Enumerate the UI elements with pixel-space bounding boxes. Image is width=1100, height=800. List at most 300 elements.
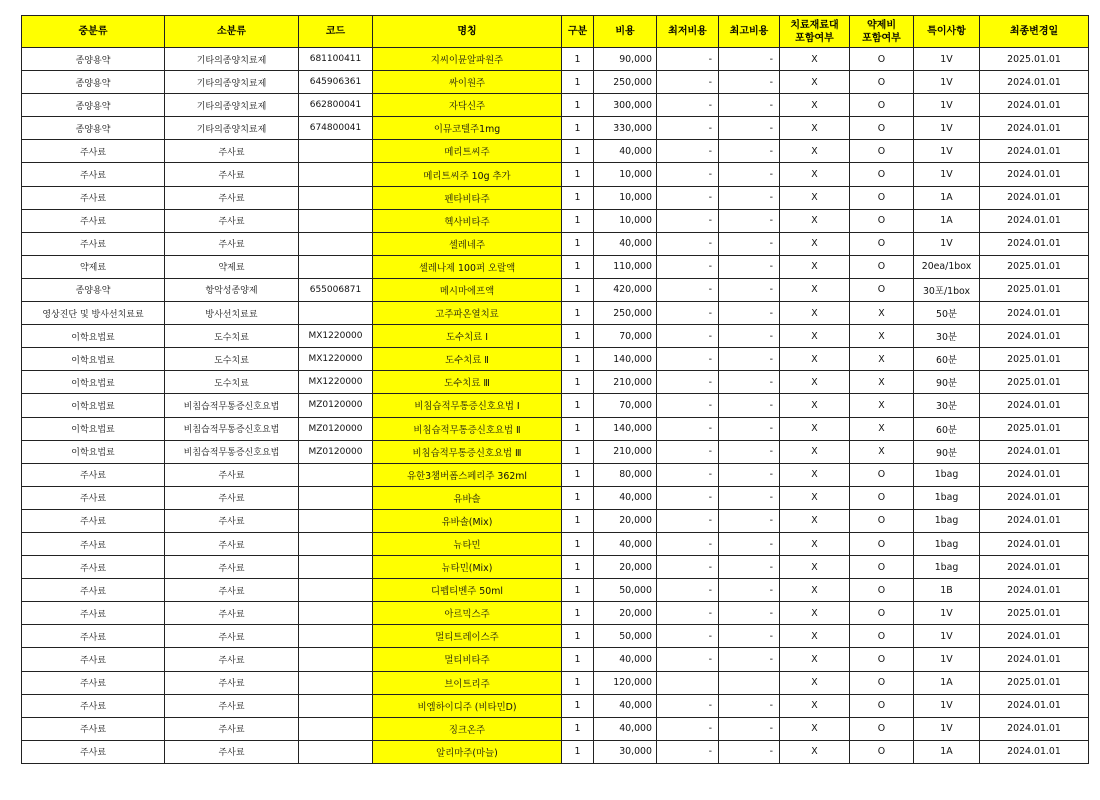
cell-type: 1 — [562, 694, 594, 717]
cell-material-included: X — [780, 717, 850, 740]
cell-type: 1 — [562, 740, 594, 763]
cell-name: 징크온주 — [373, 717, 562, 740]
cell-type: 1 — [562, 509, 594, 532]
header-min-cost: 최저비용 — [657, 16, 719, 48]
cell-remarks: 1V — [914, 71, 980, 94]
cell-max-cost: - — [719, 348, 780, 371]
cell-cost: 40,000 — [594, 140, 657, 163]
cell-cost: 210,000 — [594, 440, 657, 463]
cell-cost: 50,000 — [594, 579, 657, 602]
cell-sub-category: 주사료 — [165, 625, 299, 648]
cell-name: 메리트씨주 10g 추가 — [373, 163, 562, 186]
cell-cost: 40,000 — [594, 486, 657, 509]
cell-last-modified: 2024.01.01 — [980, 579, 1089, 602]
cell-mid-category: 주사료 — [22, 532, 165, 555]
cell-sub-category: 주사료 — [165, 671, 299, 694]
table-row — [22, 717, 1089, 740]
cell-name: 알리마주(마늘) — [373, 740, 562, 763]
cell-remarks: 1V — [914, 140, 980, 163]
cell-max-cost: - — [719, 417, 780, 440]
cell-code: 645906361 — [299, 71, 373, 94]
cell-last-modified: 2024.01.01 — [980, 625, 1089, 648]
cell-code: 655006871 — [299, 278, 373, 301]
cell-drug-included: O — [850, 71, 914, 94]
cell-min-cost: - — [657, 394, 719, 417]
cell-last-modified: 2024.01.01 — [980, 440, 1089, 463]
cell-remarks: 1V — [914, 48, 980, 71]
cell-code: MZ0120000 — [299, 417, 373, 440]
cell-code: 681100411 — [299, 48, 373, 71]
cell-code — [299, 486, 373, 509]
cell-remarks: 50분 — [914, 302, 980, 325]
cell-mid-category: 주사료 — [22, 717, 165, 740]
fee-table-container — [21, 15, 1089, 764]
cell-remarks: 1V — [914, 117, 980, 140]
cell-mid-category: 주사료 — [22, 232, 165, 255]
cell-mid-category: 주사료 — [22, 209, 165, 232]
cell-last-modified: 2024.01.01 — [980, 486, 1089, 509]
cell-name: 싸이원주 — [373, 71, 562, 94]
cell-type: 1 — [562, 486, 594, 509]
cell-last-modified: 2024.01.01 — [980, 532, 1089, 555]
cell-name: 셀레나제 100퍼 오랄액 — [373, 255, 562, 278]
cell-cost: 80,000 — [594, 463, 657, 486]
cell-name: 지씨이뮨알파원주 — [373, 48, 562, 71]
cell-material-included: X — [780, 302, 850, 325]
cell-sub-category: 주사료 — [165, 532, 299, 555]
cell-sub-category: 도수치료 — [165, 325, 299, 348]
cell-cost: 20,000 — [594, 509, 657, 532]
table-row — [22, 94, 1089, 117]
table-row — [22, 694, 1089, 717]
cell-mid-category: 종양용약 — [22, 48, 165, 71]
cell-code — [299, 625, 373, 648]
cell-remarks: 1A — [914, 209, 980, 232]
cell-last-modified: 2024.01.01 — [980, 71, 1089, 94]
header-row — [22, 16, 1089, 48]
cell-max-cost: - — [719, 740, 780, 763]
cell-max-cost: - — [719, 556, 780, 579]
cell-cost: 120,000 — [594, 671, 657, 694]
cell-max-cost: - — [719, 186, 780, 209]
cell-cost: 50,000 — [594, 625, 657, 648]
cell-name: 비침습적무통증신호요법 Ⅰ — [373, 394, 562, 417]
cell-max-cost: - — [719, 255, 780, 278]
cell-drug-included: O — [850, 625, 914, 648]
cell-drug-included: O — [850, 740, 914, 763]
cell-remarks: 90분 — [914, 440, 980, 463]
cell-type: 1 — [562, 232, 594, 255]
cell-remarks: 1bag — [914, 532, 980, 555]
cell-type: 1 — [562, 209, 594, 232]
cell-remarks: 1V — [914, 94, 980, 117]
cell-material-included: X — [780, 625, 850, 648]
cell-max-cost: - — [719, 278, 780, 301]
cell-type: 1 — [562, 325, 594, 348]
cell-sub-category: 주사료 — [165, 579, 299, 602]
cell-max-cost: - — [719, 486, 780, 509]
header-name: 명칭 — [373, 16, 562, 48]
cell-last-modified: 2024.01.01 — [980, 648, 1089, 671]
table-row — [22, 532, 1089, 555]
cell-cost: 70,000 — [594, 394, 657, 417]
table-row — [22, 48, 1089, 71]
table-row — [22, 348, 1089, 371]
cell-type: 1 — [562, 648, 594, 671]
cell-sub-category: 주사료 — [165, 463, 299, 486]
cell-cost: 20,000 — [594, 602, 657, 625]
cell-min-cost: - — [657, 325, 719, 348]
cell-cost: 30,000 — [594, 740, 657, 763]
cell-cost: 70,000 — [594, 325, 657, 348]
cell-material-included: X — [780, 671, 850, 694]
cell-remarks: 1A — [914, 671, 980, 694]
cell-remarks: 30분 — [914, 325, 980, 348]
cell-sub-category: 기타의종양치료제 — [165, 117, 299, 140]
cell-material-included: X — [780, 556, 850, 579]
cell-max-cost: - — [719, 579, 780, 602]
header-max-cost: 최고비용 — [719, 16, 780, 48]
cell-max-cost: - — [719, 232, 780, 255]
cell-min-cost — [657, 671, 719, 694]
table-row — [22, 648, 1089, 671]
cell-name: 헥사비타주 — [373, 209, 562, 232]
cell-min-cost: - — [657, 556, 719, 579]
cell-material-included: X — [780, 117, 850, 140]
table-row — [22, 140, 1089, 163]
cell-code — [299, 186, 373, 209]
cell-material-included: X — [780, 602, 850, 625]
cell-last-modified: 2024.01.01 — [980, 509, 1089, 532]
cell-min-cost: - — [657, 371, 719, 394]
cell-type: 1 — [562, 625, 594, 648]
cell-type: 1 — [562, 440, 594, 463]
cell-code — [299, 556, 373, 579]
cell-last-modified: 2024.01.01 — [980, 302, 1089, 325]
cell-code — [299, 463, 373, 486]
cell-remarks: 1B — [914, 579, 980, 602]
cell-mid-category: 종양용약 — [22, 117, 165, 140]
cell-name: 멀티비타주 — [373, 648, 562, 671]
cell-drug-included: O — [850, 140, 914, 163]
cell-min-cost: - — [657, 209, 719, 232]
table-row — [22, 625, 1089, 648]
cell-last-modified: 2024.01.01 — [980, 694, 1089, 717]
cell-name: 유한3챔버폼스페리주 362ml — [373, 463, 562, 486]
table-row — [22, 278, 1089, 301]
cell-cost: 20,000 — [594, 556, 657, 579]
table-row — [22, 71, 1089, 94]
cell-drug-included: X — [850, 440, 914, 463]
cell-type: 1 — [562, 579, 594, 602]
table-row — [22, 556, 1089, 579]
cell-sub-category: 기타의종양치료제 — [165, 71, 299, 94]
cell-max-cost: - — [719, 602, 780, 625]
cell-material-included: X — [780, 509, 850, 532]
cell-name: 이뮤코텔주1mg — [373, 117, 562, 140]
cell-last-modified: 2025.01.01 — [980, 602, 1089, 625]
cell-material-included: X — [780, 255, 850, 278]
cell-last-modified: 2025.01.01 — [980, 417, 1089, 440]
cell-material-included: X — [780, 48, 850, 71]
cell-material-included: X — [780, 71, 850, 94]
cell-min-cost: - — [657, 532, 719, 555]
cell-mid-category: 주사료 — [22, 163, 165, 186]
cell-name: 비침습적무통증신호요법 Ⅲ — [373, 440, 562, 463]
cell-mid-category: 주사료 — [22, 556, 165, 579]
cell-name: 유바솔(Mix) — [373, 509, 562, 532]
table-row — [22, 209, 1089, 232]
table-row — [22, 163, 1089, 186]
cell-drug-included: O — [850, 209, 914, 232]
cell-last-modified: 2024.01.01 — [980, 740, 1089, 763]
cell-remarks: 1V — [914, 602, 980, 625]
cell-type: 1 — [562, 463, 594, 486]
cell-name: 디펩티벤주 50ml — [373, 579, 562, 602]
cell-min-cost: - — [657, 232, 719, 255]
header-remarks: 특이사항 — [914, 16, 980, 48]
cell-max-cost: - — [719, 509, 780, 532]
cell-remarks: 60분 — [914, 417, 980, 440]
cell-cost: 140,000 — [594, 348, 657, 371]
cell-mid-category: 주사료 — [22, 671, 165, 694]
cell-remarks: 1bag — [914, 486, 980, 509]
cell-min-cost: - — [657, 417, 719, 440]
cell-last-modified: 2025.01.01 — [980, 671, 1089, 694]
cell-material-included: X — [780, 186, 850, 209]
table-row — [22, 302, 1089, 325]
cell-mid-category: 이학요법료 — [22, 394, 165, 417]
cell-remarks: 1V — [914, 625, 980, 648]
cell-name: 자닥신주 — [373, 94, 562, 117]
cell-name: 비침습적무통증신호요법 Ⅱ — [373, 417, 562, 440]
cell-mid-category: 이학요법료 — [22, 417, 165, 440]
cell-type: 1 — [562, 94, 594, 117]
cell-mid-category: 주사료 — [22, 625, 165, 648]
cell-mid-category: 주사료 — [22, 694, 165, 717]
cell-code — [299, 140, 373, 163]
cell-sub-category: 기타의종양치료제 — [165, 48, 299, 71]
cell-sub-category: 주사료 — [165, 694, 299, 717]
cell-min-cost: - — [657, 440, 719, 463]
cell-remarks: 30포/1box — [914, 278, 980, 301]
table-row — [22, 509, 1089, 532]
cell-cost: 330,000 — [594, 117, 657, 140]
cell-last-modified: 2024.01.01 — [980, 163, 1089, 186]
cell-mid-category: 종양용약 — [22, 94, 165, 117]
cell-drug-included: O — [850, 671, 914, 694]
cell-drug-included: O — [850, 186, 914, 209]
cell-cost: 420,000 — [594, 278, 657, 301]
cell-min-cost: - — [657, 163, 719, 186]
cell-sub-category: 비침습적무통증신호요법 — [165, 394, 299, 417]
cell-type: 1 — [562, 302, 594, 325]
cell-material-included: X — [780, 486, 850, 509]
cell-sub-category: 주사료 — [165, 717, 299, 740]
cell-cost: 140,000 — [594, 417, 657, 440]
header-material-included: 치료재료대 포함여부 — [780, 16, 850, 48]
cell-drug-included: O — [850, 486, 914, 509]
cell-sub-category: 약제료 — [165, 255, 299, 278]
cell-cost: 40,000 — [594, 648, 657, 671]
cell-remarks: 1V — [914, 232, 980, 255]
cell-type: 1 — [562, 163, 594, 186]
table-row — [22, 255, 1089, 278]
cell-max-cost: - — [719, 325, 780, 348]
cell-code — [299, 694, 373, 717]
cell-last-modified: 2025.01.01 — [980, 348, 1089, 371]
cell-drug-included: O — [850, 94, 914, 117]
cell-max-cost: - — [719, 463, 780, 486]
cell-last-modified: 2024.01.01 — [980, 209, 1089, 232]
cell-min-cost: - — [657, 302, 719, 325]
cell-min-cost: - — [657, 255, 719, 278]
cell-code — [299, 671, 373, 694]
cell-type: 1 — [562, 671, 594, 694]
cell-mid-category: 주사료 — [22, 579, 165, 602]
table-row — [22, 371, 1089, 394]
cell-type: 1 — [562, 48, 594, 71]
cell-code — [299, 579, 373, 602]
cell-material-included: X — [780, 140, 850, 163]
table-row — [22, 325, 1089, 348]
cell-last-modified: 2025.01.01 — [980, 371, 1089, 394]
cell-material-included: X — [780, 371, 850, 394]
cell-last-modified: 2025.01.01 — [980, 48, 1089, 71]
cell-min-cost: - — [657, 278, 719, 301]
cell-code — [299, 232, 373, 255]
cell-min-cost: - — [657, 509, 719, 532]
cell-code — [299, 740, 373, 763]
cell-max-cost: - — [719, 209, 780, 232]
cell-drug-included: X — [850, 302, 914, 325]
cell-sub-category: 주사료 — [165, 140, 299, 163]
cell-material-included: X — [780, 94, 850, 117]
cell-sub-category: 비침습적무통증신호요법 — [165, 440, 299, 463]
cell-last-modified: 2024.01.01 — [980, 556, 1089, 579]
header-type: 구분 — [562, 16, 594, 48]
cell-mid-category: 영상진단 및 방사선치료료 — [22, 302, 165, 325]
cell-remarks: 1V — [914, 694, 980, 717]
cell-name: 아르믹스주 — [373, 602, 562, 625]
cell-drug-included: X — [850, 417, 914, 440]
cell-material-included: X — [780, 232, 850, 255]
cell-sub-category: 주사료 — [165, 486, 299, 509]
cell-remarks: 1bag — [914, 509, 980, 532]
cell-drug-included: O — [850, 509, 914, 532]
cell-name: 유바솔 — [373, 486, 562, 509]
cell-cost: 10,000 — [594, 209, 657, 232]
cell-mid-category: 주사료 — [22, 486, 165, 509]
cell-remarks: 60분 — [914, 348, 980, 371]
cell-drug-included: O — [850, 648, 914, 671]
header-last-modified: 최종변경일 — [980, 16, 1089, 48]
cell-material-included: X — [780, 209, 850, 232]
cell-min-cost: - — [657, 48, 719, 71]
cell-drug-included: O — [850, 255, 914, 278]
cell-drug-included: O — [850, 463, 914, 486]
cell-name: 고주파온열치료 — [373, 302, 562, 325]
header-code: 코드 — [299, 16, 373, 48]
cell-drug-included: O — [850, 117, 914, 140]
cell-code — [299, 209, 373, 232]
cell-mid-category: 이학요법료 — [22, 371, 165, 394]
cell-material-included: X — [780, 325, 850, 348]
cell-cost: 210,000 — [594, 371, 657, 394]
table-row — [22, 602, 1089, 625]
cell-mid-category: 주사료 — [22, 463, 165, 486]
cell-last-modified: 2024.01.01 — [980, 463, 1089, 486]
cell-material-included: X — [780, 579, 850, 602]
cell-last-modified: 2024.01.01 — [980, 140, 1089, 163]
cell-max-cost: - — [719, 48, 780, 71]
cell-max-cost: - — [719, 625, 780, 648]
table-row — [22, 186, 1089, 209]
cell-mid-category: 이학요법료 — [22, 348, 165, 371]
cell-drug-included: X — [850, 394, 914, 417]
cell-code — [299, 509, 373, 532]
cell-name: 뉴타민(Mix) — [373, 556, 562, 579]
header-drug-included: 약제비 포함여부 — [850, 16, 914, 48]
table-row — [22, 463, 1089, 486]
cell-sub-category: 기타의종양치료제 — [165, 94, 299, 117]
cell-drug-included: O — [850, 717, 914, 740]
cell-last-modified: 2025.01.01 — [980, 255, 1089, 278]
cell-last-modified: 2024.01.01 — [980, 117, 1089, 140]
cell-min-cost: - — [657, 740, 719, 763]
header-sub-category: 소분류 — [165, 16, 299, 48]
cell-cost: 10,000 — [594, 163, 657, 186]
cell-name: 브이트리주 — [373, 671, 562, 694]
cell-remarks: 30분 — [914, 394, 980, 417]
cell-remarks: 1A — [914, 740, 980, 763]
cell-type: 1 — [562, 417, 594, 440]
cell-min-cost: - — [657, 717, 719, 740]
cell-mid-category: 이학요법료 — [22, 440, 165, 463]
cell-min-cost: - — [657, 117, 719, 140]
cell-drug-included: O — [850, 48, 914, 71]
table-row — [22, 394, 1089, 417]
cell-last-modified: 2025.01.01 — [980, 278, 1089, 301]
cell-code: 674800041 — [299, 117, 373, 140]
cell-mid-category: 주사료 — [22, 602, 165, 625]
header-cost: 비용 — [594, 16, 657, 48]
cell-type: 1 — [562, 140, 594, 163]
cell-remarks: 1A — [914, 186, 980, 209]
cell-type: 1 — [562, 717, 594, 740]
cell-min-cost: - — [657, 348, 719, 371]
cell-drug-included: X — [850, 371, 914, 394]
cell-mid-category: 약제료 — [22, 255, 165, 278]
cell-material-included: X — [780, 694, 850, 717]
cell-drug-included: O — [850, 278, 914, 301]
cell-min-cost: - — [657, 602, 719, 625]
cell-sub-category: 도수치료 — [165, 348, 299, 371]
table-row — [22, 671, 1089, 694]
cell-drug-included: O — [850, 232, 914, 255]
cell-code: MZ0120000 — [299, 394, 373, 417]
table-row — [22, 232, 1089, 255]
cell-min-cost: - — [657, 71, 719, 94]
cell-sub-category: 주사료 — [165, 740, 299, 763]
cell-drug-included: O — [850, 532, 914, 555]
cell-remarks: 1bag — [914, 556, 980, 579]
cell-min-cost: - — [657, 94, 719, 117]
cell-max-cost: - — [719, 440, 780, 463]
cell-drug-included: X — [850, 325, 914, 348]
cell-min-cost: - — [657, 186, 719, 209]
cell-max-cost: - — [719, 532, 780, 555]
